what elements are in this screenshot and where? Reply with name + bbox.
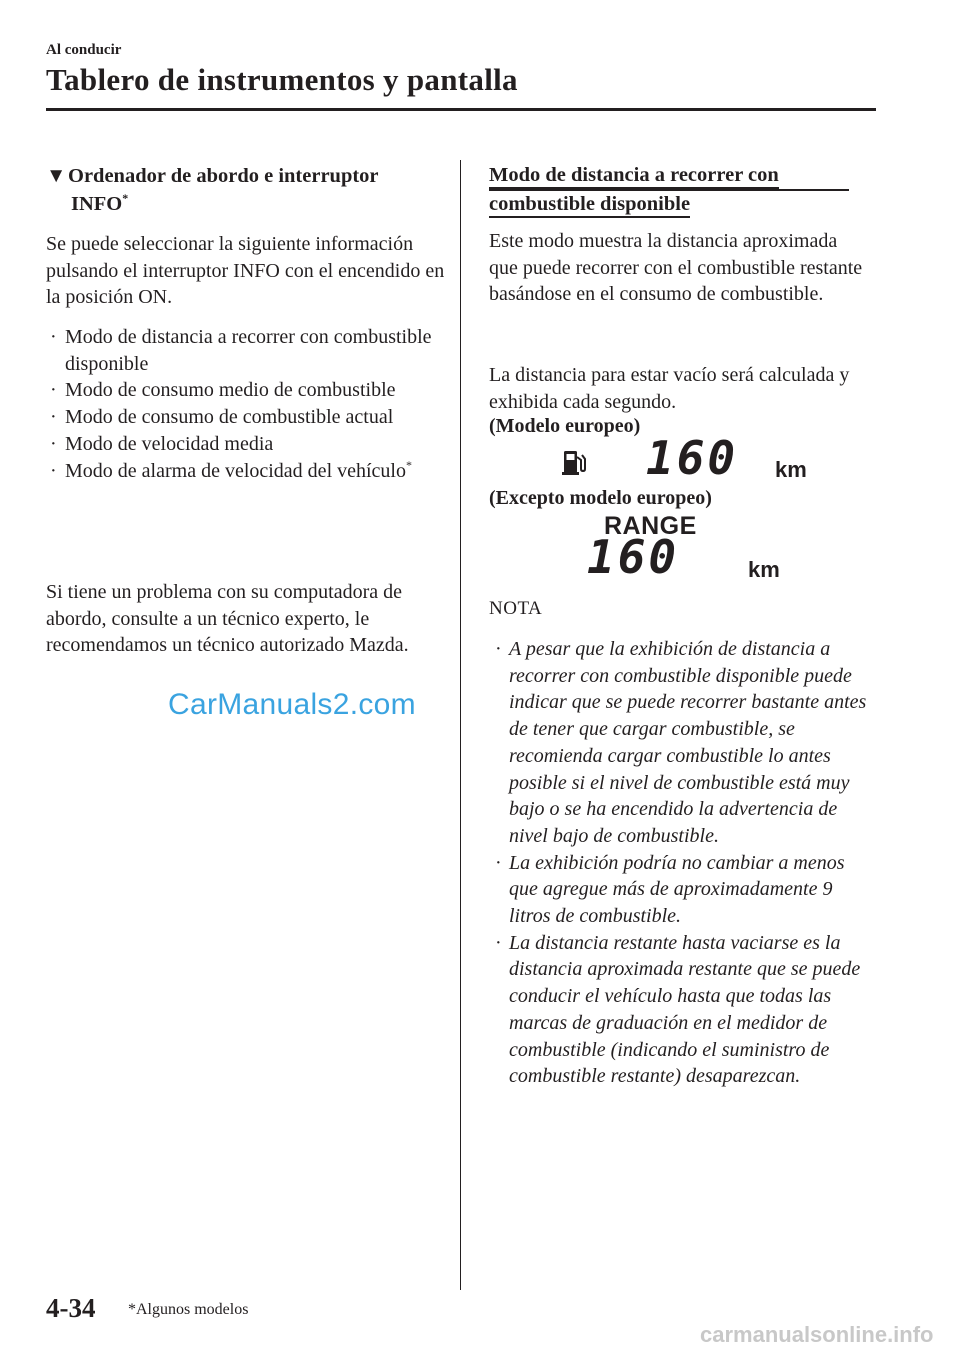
- left-intro: Se puede seleccionar la siguiente información pulsando el interruptor INFO con el encendido en la posición ON.: [46, 233, 445, 309]
- right-paragraph-2: La distancia para estar vacío será calculada y exhibida cada segundo.: [489, 364, 850, 413]
- watermark-link[interactable]: CarManuals2.com: [168, 688, 416, 721]
- triangle-icon: ▼: [46, 165, 67, 187]
- left-heading: [46, 162, 446, 218]
- label-european-model: (Modelo europeo): [489, 415, 641, 437]
- page-title: Tablero de instrumentos y pantalla: [46, 62, 518, 97]
- bullet-icon: ·: [50, 459, 57, 482]
- column-divider: [460, 160, 461, 1290]
- footnote-mark: *: [122, 191, 129, 205]
- display-non-eu-value: 160: [587, 530, 680, 584]
- mode-list: [46, 324, 446, 484]
- list-item: · Modo de distancia a recorrer con combustible disponible: [50, 326, 432, 375]
- bullet-icon: ·: [50, 406, 57, 429]
- list-item: · Modo de velocidad media: [46, 431, 446, 458]
- display-non-eu-unit: km: [748, 557, 780, 582]
- header-divider: [46, 108, 876, 111]
- left-heading-line2: INFO: [71, 193, 123, 215]
- fuel-pump-icon: [561, 447, 587, 477]
- section-label: Al conducir: [46, 42, 122, 58]
- footer-watermark: carmanualsonline.info: [700, 1322, 934, 1347]
- list-item: · La exhibición podría no cambiar a menos que agregue más de aproximadamente 9 litros de combustible.: [495, 851, 845, 928]
- right-heading-line1: Modo de distancia a recorrer con: [489, 164, 779, 189]
- display-range-label: RANGE: [604, 512, 697, 540]
- bullet-icon: ·: [495, 638, 502, 660]
- footnote: *Algunos modelos: [128, 1301, 249, 1318]
- display-eu-value: 160: [646, 431, 739, 485]
- note-label: NOTA: [489, 598, 543, 619]
- footnote-mark: *: [406, 457, 412, 472]
- bullet-icon: ·: [495, 931, 502, 954]
- left-outro: Si tiene un problema con su computadora de abordo, consulte a un técnico experto, le recomendamos un técnico autorizado Mazda.: [46, 581, 409, 657]
- bullet-icon: ·: [50, 326, 57, 348]
- page-number: 4-34: [46, 1293, 96, 1323]
- list-item: · A pesar que la exhibición de distancia a recorrer con combustible disponible puede indicar que se puede recorrer bastante antes de tener que cargar combustible, se recomienda cargar combustible lo antes posible si el nivel de combustible está muy bajo o se ha encendido la advertencia de nivel bajo de combustible.: [495, 638, 867, 847]
- display-eu-unit: km: [775, 457, 807, 482]
- list-item: · Modo de alarma de velocidad del vehículo*: [46, 458, 446, 485]
- bullet-icon: ·: [50, 432, 57, 455]
- right-heading: [489, 162, 849, 217]
- label-non-european-model: (Excepto modelo europeo): [489, 487, 712, 509]
- bullet-icon: ·: [50, 379, 57, 402]
- note-list: [489, 636, 874, 1090]
- list-item: · La distancia restante hasta vaciarse es la distancia aproximada restante que se puede conducir el vehículo hasta que todas las marcas de graduación en el medidor de combustible (indicando el suministro de combustible restante) desaparezcan.: [495, 931, 861, 1088]
- bullet-icon: ·: [495, 851, 502, 874]
- list-item: · Modo de consumo de combustible actual: [46, 404, 446, 431]
- left-heading-line1: Ordenador de abordo e interruptor: [68, 165, 379, 187]
- right-heading-line2: combustible disponible: [489, 193, 690, 218]
- right-paragraph-1: Este modo muestra la distancia aproximada que puede recorrer con el combustible restante basándose en el consumo de combustible.: [489, 230, 863, 306]
- list-item: · Modo de consumo medio de combustible: [46, 377, 446, 404]
